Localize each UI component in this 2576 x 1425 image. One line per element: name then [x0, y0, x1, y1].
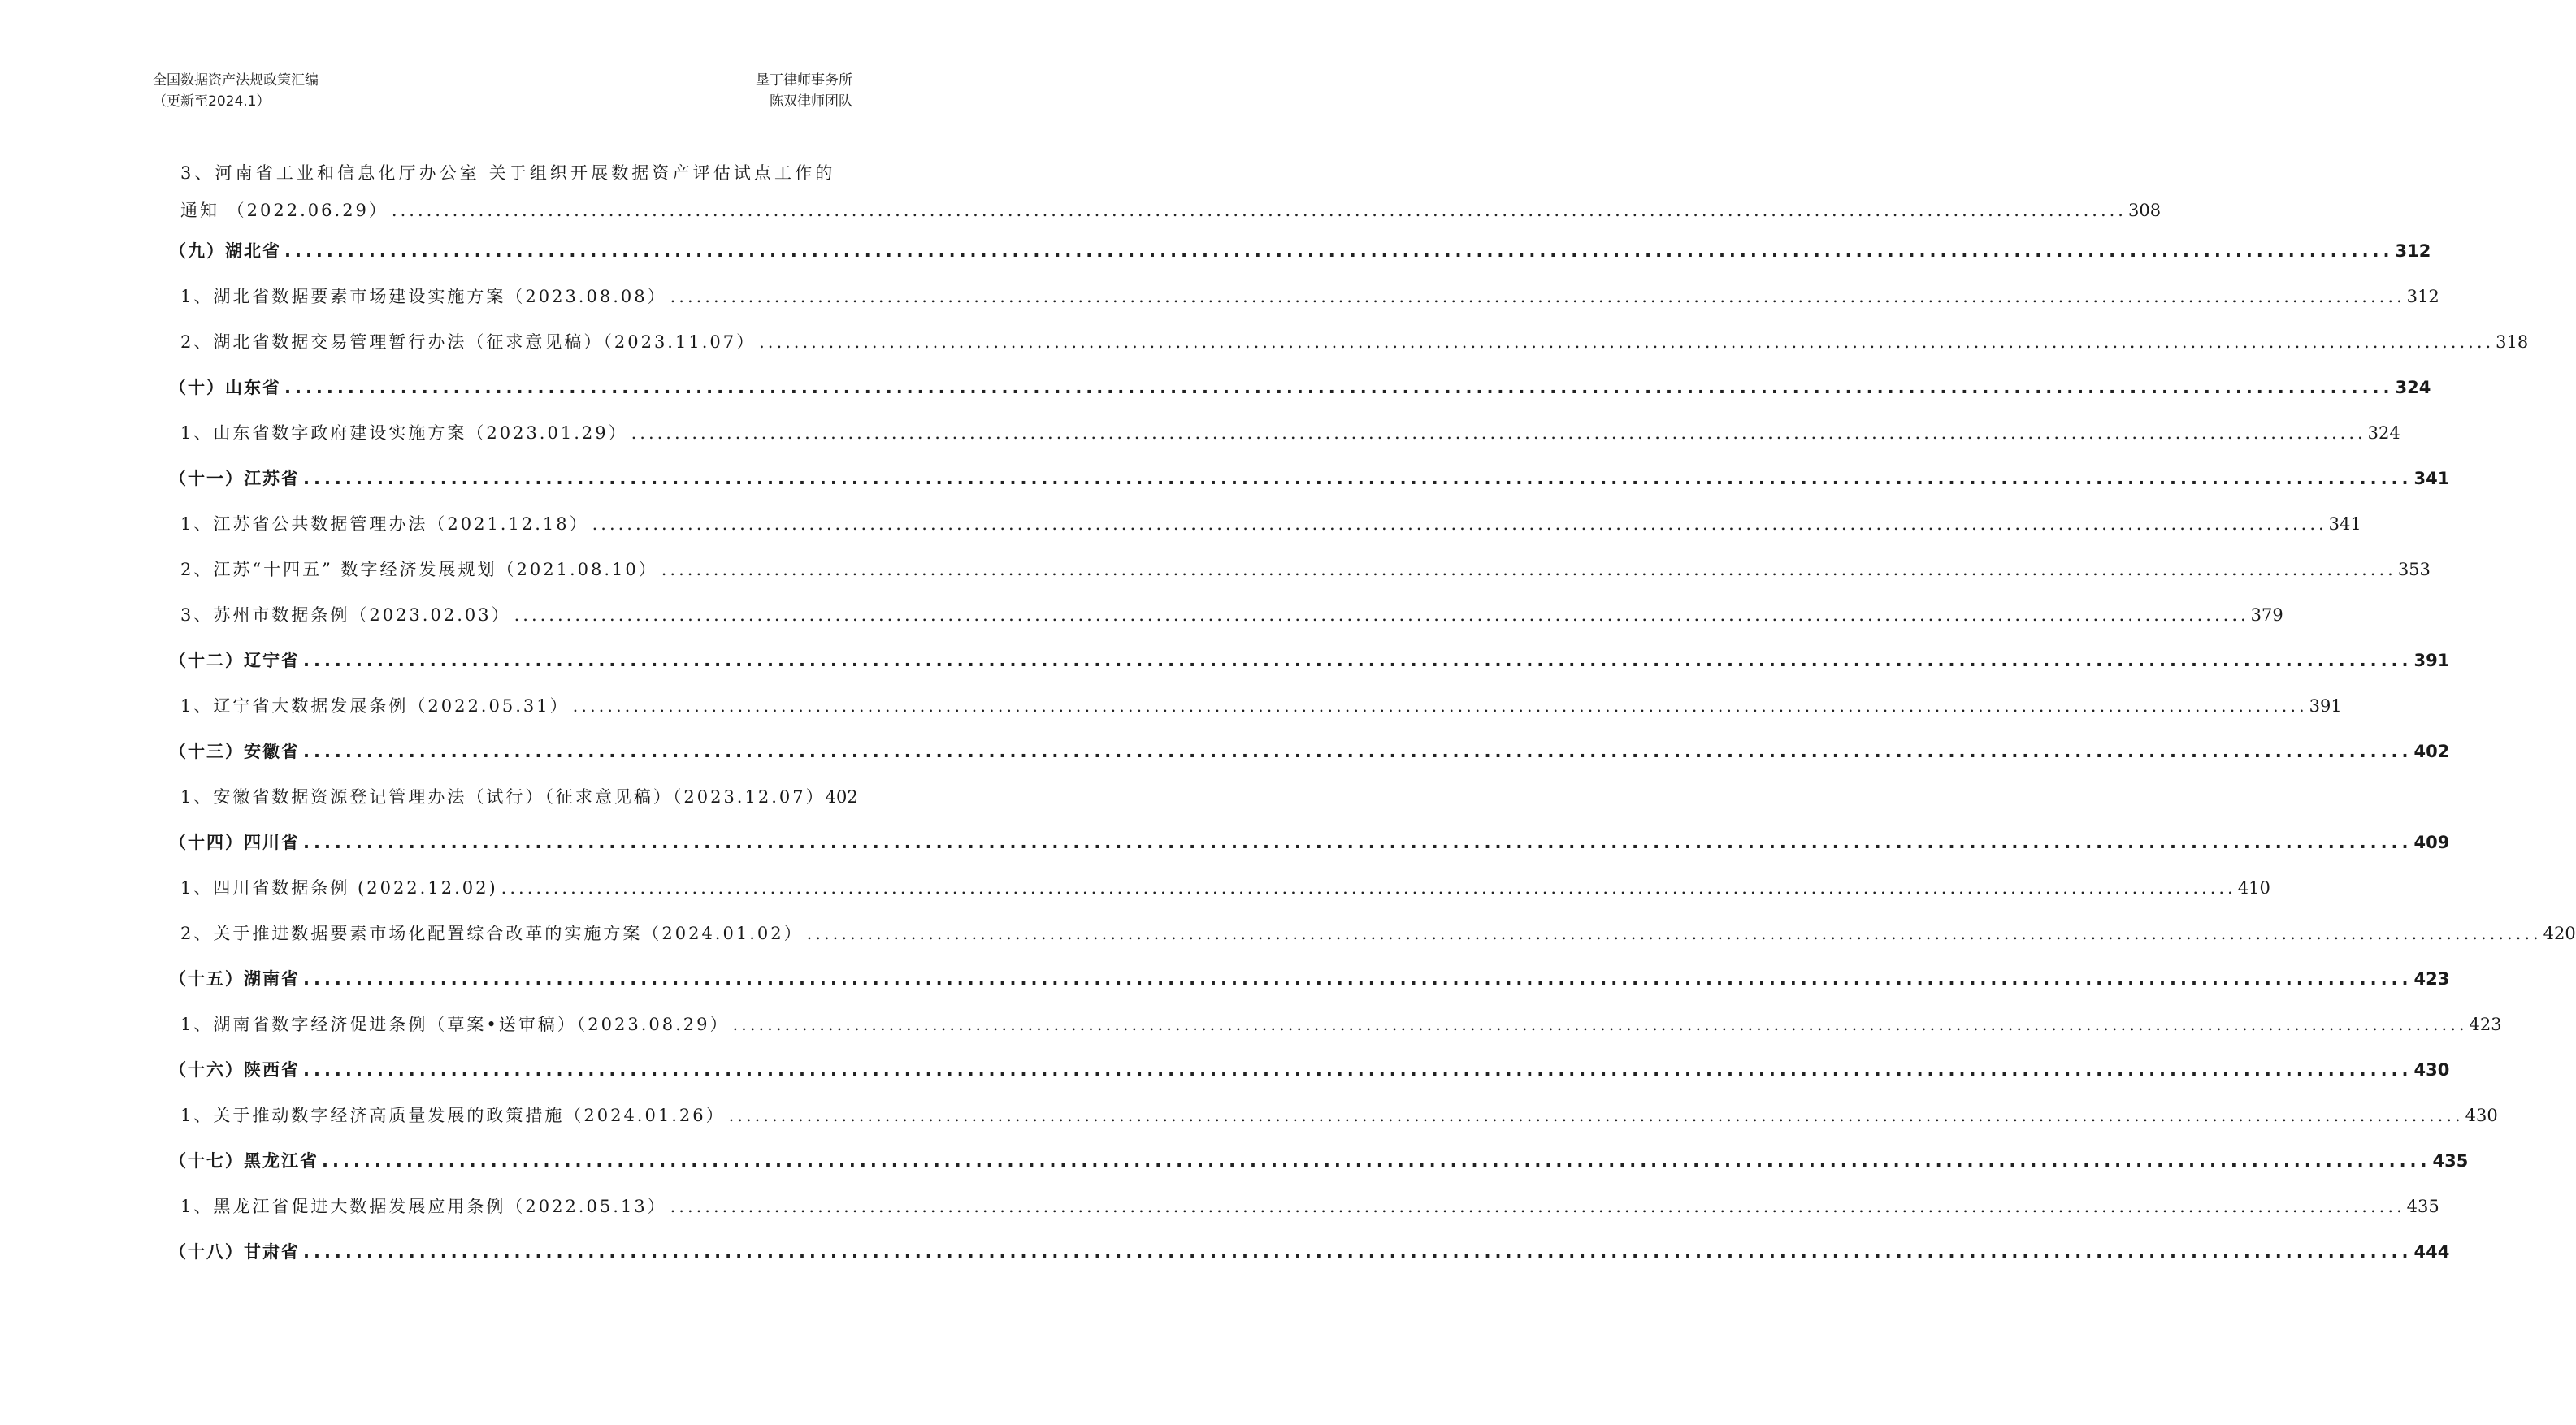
toc-entry[interactable] [180, 784, 879, 821]
toc-entry[interactable] [180, 693, 2342, 730]
toc-section-title: （十）山东省 [169, 378, 281, 397]
toc-entry-page: 312 [2406, 287, 2439, 306]
dot-leader: ........................................................................................................................................................................................................ [572, 696, 2308, 716]
toc-section-page: 444 [2413, 1242, 2450, 1262]
dot-leader: ........................................................................................................................................................................................................ [303, 1242, 2413, 1262]
toc-section-page: 341 [2413, 469, 2450, 488]
dot-leader: ........................................................................................................................................................................................................ [303, 651, 2413, 670]
dot-leader: ........................................................................................................................................................................................................ [592, 514, 2327, 534]
toc-entry-page: 410 [2237, 878, 2270, 898]
dot-leader: ........................................................................................................................................................................................................ [670, 1197, 2405, 1216]
toc-entry-page: 318 [2496, 332, 2529, 352]
toc-section-page: 435 [2432, 1151, 2469, 1171]
toc-section-title: （十七）黑龙江省 [169, 1151, 319, 1171]
toc-section-page: 324 [2395, 378, 2431, 397]
toc-entry-title: 2、关于推进数据要素市场化配置综合改革的实施方案（2024.01.02） [180, 924, 804, 943]
dot-leader: ........................................................................................................................................................................................................ [514, 605, 2249, 625]
collection-title: 全国数据资产法规政策汇编 [153, 72, 319, 89]
toc-section-page: 312 [2395, 241, 2431, 261]
dot-leader: ........................................................................................................................................................................................................ [806, 924, 2542, 943]
toc-entry-title-line1: 3、河南省工业和信息化厅办公室 关于组织开展数据资产评估试点工作的 [180, 163, 836, 183]
toc-entry-title: 通知 （2022.06.29） [180, 201, 388, 220]
toc-entry-page: 423 [2469, 1015, 2502, 1034]
toc-section[interactable] [169, 1239, 2450, 1276]
toc-entry[interactable] [180, 602, 2283, 639]
toc-section[interactable] [169, 1148, 2469, 1185]
toc-section-title: （十二）辽宁省 [169, 651, 300, 670]
toc-entry-page: 391 [2309, 696, 2342, 716]
toc-entry-title: 1、江苏省公共数据管理办法（2021.12.18） [180, 514, 589, 534]
toc-section-title: （十一）江苏省 [169, 469, 300, 488]
update-date: （更新至2024.1） [153, 93, 271, 110]
toc-entry[interactable] [180, 920, 2576, 958]
toc-section-title: （十五）湖南省 [169, 969, 300, 989]
toc-entry-page: 308 [2127, 201, 2162, 220]
dot-leader: ........................................................................................................................................................................................................ [322, 1151, 2431, 1171]
toc-section-page: 409 [2413, 833, 2450, 852]
toc-entry-title: 3、苏州市数据条例（2023.02.03） [180, 605, 511, 625]
toc-section-title: （十六）陕西省 [169, 1060, 300, 1080]
dot-leader: ........................................................................................................................................................................................................ [661, 560, 2396, 579]
toc-section-title: （九）湖北省 [169, 241, 281, 261]
toc-entry-title: 1、四川省数据条例 (2022.12.02) [180, 878, 498, 898]
document-header-right [756, 70, 852, 112]
toc-entry-page: 324 [2367, 423, 2400, 443]
toc-section-title: （十八）甘肃省 [169, 1242, 300, 1262]
dot-leader: ........................................................................................................................................................................................................ [284, 378, 2394, 397]
toc-section-title: （十四）四川省 [169, 833, 300, 852]
toc-entry-title: 1、湖南省数字经济促进条例（草案•送审稿）（2023.08.29） [180, 1015, 730, 1034]
law-firm-name: 垦丁律师事务所 [756, 72, 852, 89]
document-header-left [153, 70, 319, 112]
toc-entry-title: 1、山东省数字政府建设实施方案（2023.01.29） [180, 423, 628, 443]
toc-entry-page: 402 [825, 787, 858, 807]
toc-entry[interactable] [180, 1011, 2502, 1049]
dot-leader: ........................................................................................................................................................................................................ [728, 1106, 2464, 1125]
toc-entry-title: 1、安徽省数据资源登记管理办法（试行）（征求意见稿）（2023.12.07） [180, 787, 826, 807]
dot-leader: ........................................................................................................................................................................................................ [501, 878, 2236, 898]
toc-section-page: 423 [2413, 969, 2450, 989]
dot-leader: ........................................................................................................................................................................................................ [303, 469, 2413, 488]
toc-entry-page: 435 [2406, 1197, 2439, 1216]
toc-entry-title: 2、江苏“十四五” 数字经济发展规划（2021.08.10） [180, 560, 658, 579]
toc-entry-page: 430 [2465, 1106, 2498, 1125]
dot-leader: ........................................................................................................................................................................................................ [303, 1060, 2413, 1080]
toc-entry-page: 379 [2250, 605, 2283, 625]
toc-entry-title: 2、湖北省数据交易管理暂行办法（征求意见稿）（2023.11.07） [180, 332, 757, 352]
toc-section-page: 402 [2413, 742, 2450, 761]
dot-leader: ........................................................................................................................................................................................................ [303, 833, 2413, 852]
toc-entry-page: 420 [2543, 924, 2576, 943]
toc-entry[interactable] [180, 160, 2162, 235]
toc-section[interactable] [169, 738, 2450, 776]
dot-leader: ........................................................................................................................................................................................................ [391, 201, 2127, 220]
toc-entry[interactable] [180, 511, 2361, 548]
toc-section[interactable] [169, 375, 2431, 412]
toc-section[interactable] [169, 966, 2450, 1003]
toc-section-page: 430 [2413, 1060, 2450, 1080]
toc-section[interactable] [169, 466, 2450, 503]
dot-leader: ........................................................................................................................................................................................................ [631, 423, 2366, 443]
toc-section[interactable] [169, 1057, 2450, 1094]
dot-leader: ........................................................................................................................................................................................................ [303, 969, 2413, 989]
toc-section[interactable] [169, 829, 2450, 867]
toc-entry[interactable] [180, 557, 2431, 594]
toc-entry-title: 1、湖北省数据要素市场建设实施方案（2023.08.08） [180, 287, 667, 306]
toc-section-page: 391 [2413, 651, 2450, 670]
dot-leader: ........................................................................................................................................................................................................ [303, 742, 2413, 761]
toc-entry[interactable] [180, 329, 2529, 366]
toc-entry[interactable] [180, 284, 2439, 321]
toc-entry-title: 1、辽宁省大数据发展条例（2022.05.31） [180, 696, 570, 716]
dot-leader: ........................................................................................................................................................................................................ [759, 332, 2495, 352]
toc-section[interactable] [169, 648, 2450, 685]
toc-entry-page: 341 [2328, 514, 2361, 534]
toc-entry[interactable] [180, 1193, 2439, 1231]
toc-entry[interactable] [180, 875, 2270, 912]
toc-entry-title: 1、黑龙江省促进大数据发展应用条例（2022.05.13） [180, 1197, 667, 1216]
toc-section-title: （十三）安徽省 [169, 742, 300, 761]
toc-section[interactable] [169, 238, 2431, 275]
toc-entry-title: 1、关于推动数字经济高质量发展的政策措施（2024.01.26） [180, 1106, 726, 1125]
team-name: 陈双律师团队 [770, 93, 852, 110]
dot-leader: ........................................................................................................................................................................................................ [284, 241, 2394, 261]
dot-leader: ........................................................................................................................................................................................................ [732, 1015, 2468, 1034]
toc-entry-page: 353 [2397, 560, 2431, 579]
toc-entry[interactable] [180, 1102, 2498, 1140]
toc-entry[interactable] [180, 420, 2400, 457]
dot-leader: ........................................................................................................................................................................................................ [670, 287, 2405, 306]
